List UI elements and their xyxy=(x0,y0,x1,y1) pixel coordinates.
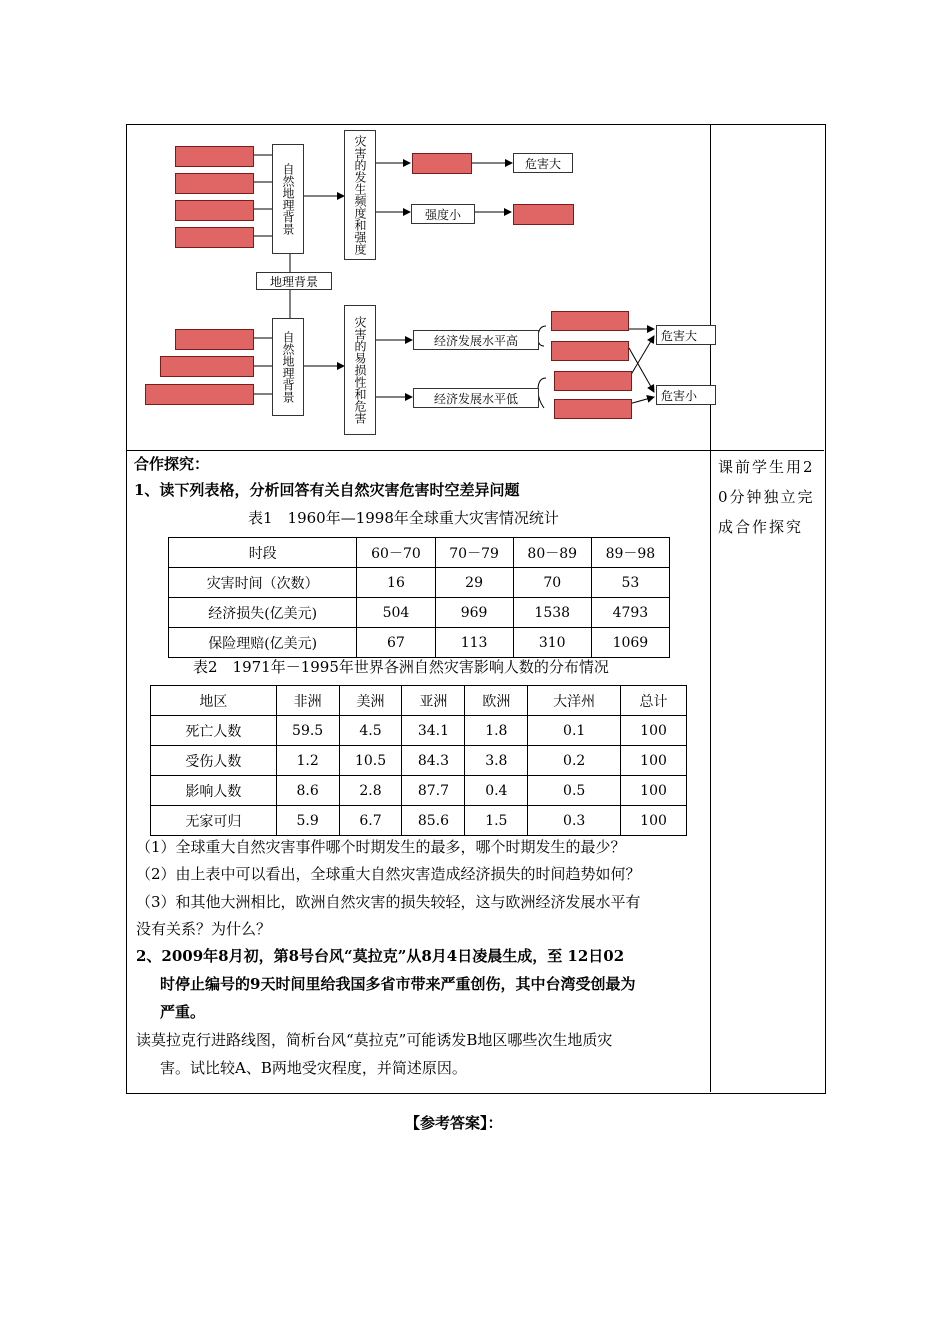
table-row xyxy=(169,568,670,598)
section-title: 合作探究： xyxy=(134,455,210,473)
blank-box xyxy=(554,399,632,419)
natural-background-box-top xyxy=(272,144,304,254)
table-cell: 969 xyxy=(435,598,513,628)
table-cell: 87.7 xyxy=(402,776,465,806)
vulnerability-box xyxy=(344,305,376,435)
blank-box xyxy=(175,146,254,167)
table-cell: 保险理赔(亿美元) xyxy=(169,628,357,658)
table-cell: 8.6 xyxy=(276,776,339,806)
table-cell: 34.1 xyxy=(402,716,465,746)
table-cell: 1.2 xyxy=(276,746,339,776)
blank-box xyxy=(412,153,472,174)
blank-box xyxy=(160,356,254,377)
blank-box xyxy=(175,173,254,194)
table2-caption: 表2 1971年－1995年世界各洲自然灾害影响人数的分布情况 xyxy=(193,658,609,676)
table-cell: 53 xyxy=(591,568,669,598)
table-cell: 504 xyxy=(357,598,435,628)
blank-box xyxy=(175,329,254,350)
table-cell: 16 xyxy=(357,568,435,598)
table1-caption: 表1 1960年—1998年全球重大灾害情况统计 xyxy=(248,509,559,527)
question-1-3: （3）和其他大洲相比，欧洲自然灾害的损失较轻，这与欧洲经济发展水平有 xyxy=(136,893,641,911)
blank-box xyxy=(145,384,254,405)
table-cell: 死亡人数 xyxy=(151,716,277,746)
table-cell: 100 xyxy=(621,806,687,836)
table-cell: 5.9 xyxy=(276,806,339,836)
table-header: 70－79 xyxy=(435,538,513,568)
natural-background-box-bottom xyxy=(272,318,304,416)
table-header: 非洲 xyxy=(276,686,339,716)
table-cell: 100 xyxy=(621,716,687,746)
question-2-task-cont: 害。试比较A、B两地受灾程度，并简述原因。 xyxy=(160,1059,467,1077)
frequency-intensity-label: 灾害的发生频度和强度 xyxy=(353,135,367,255)
question-2-task: 读莫拉克行进路线图，简析台风“莫拉克”可能诱发B地区哪些次生地质灾 xyxy=(136,1031,613,1049)
harm-big-label: 危害大 xyxy=(524,156,561,171)
table-header: 地区 xyxy=(151,686,277,716)
table-header: 亚洲 xyxy=(402,686,465,716)
table-cell: 0.3 xyxy=(528,806,621,836)
question-1: 1、读下列表格，分析回答有关自然灾害危害时空差异问题 xyxy=(134,481,520,499)
table2 xyxy=(150,685,687,836)
harm-big-box-bottom xyxy=(656,325,716,345)
table-row xyxy=(151,686,687,716)
table-cell: 85.6 xyxy=(402,806,465,836)
harm-small-label: 危害小 xyxy=(661,388,698,403)
table-cell: 受伤人数 xyxy=(151,746,277,776)
answer-heading: 【参考答案】： xyxy=(405,1114,503,1132)
table-row xyxy=(151,776,687,806)
table-cell: 1.8 xyxy=(465,716,528,746)
question-1-3-cont: 没有关系？为什么？ xyxy=(136,920,272,938)
table-cell: 70 xyxy=(513,568,591,598)
econ-high-label: 经济发展水平高 xyxy=(433,333,518,348)
question-2-cont: 严重。 xyxy=(160,1003,206,1021)
table-cell: 29 xyxy=(435,568,513,598)
table-cell: 1.5 xyxy=(465,806,528,836)
blank-box xyxy=(513,204,574,225)
table-cell: 310 xyxy=(513,628,591,658)
table-header: 总计 xyxy=(621,686,687,716)
blank-box xyxy=(551,311,629,331)
table-cell: 4793 xyxy=(591,598,669,628)
table-row xyxy=(169,598,670,628)
table-header: 80－89 xyxy=(513,538,591,568)
question-2: 2、2009年8月初，第8号台风“莫拉克”从8月4日凌晨生成，至 12日02 xyxy=(136,947,625,965)
table-cell: 100 xyxy=(621,776,687,806)
table-cell: 0.1 xyxy=(528,716,621,746)
table-cell: 灾害时间（次数） xyxy=(169,568,357,598)
row-divider xyxy=(126,450,824,451)
blank-box xyxy=(175,227,254,248)
table-row xyxy=(169,628,670,658)
natural-background-label: 自然地理背景 xyxy=(281,163,295,235)
table-header: 时段 xyxy=(169,538,357,568)
blank-box xyxy=(551,341,629,361)
question-1-1: （1）全球重大自然灾害事件哪个时期发生的最多，哪个时期发生的最少？ xyxy=(136,838,626,856)
table-cell: 6.7 xyxy=(339,806,402,836)
table-row xyxy=(151,746,687,776)
intensity-small-label: 强度小 xyxy=(424,207,461,222)
table-cell: 4.5 xyxy=(339,716,402,746)
harm-big-label: 危害大 xyxy=(661,328,698,343)
blank-box xyxy=(554,371,632,391)
table-cell: 经济损失(亿美元) xyxy=(169,598,357,628)
blank-box xyxy=(175,200,254,221)
geo-background-label: 地理背景 xyxy=(269,274,318,289)
column-divider xyxy=(710,124,711,1092)
harm-small-box xyxy=(656,385,716,405)
table-row xyxy=(151,716,687,746)
table-cell: 无家可归 xyxy=(151,806,277,836)
table-header: 美洲 xyxy=(339,686,402,716)
table-cell: 100 xyxy=(621,746,687,776)
side-note: 课前学生用20分钟独立完成合作探究 xyxy=(718,458,815,536)
table-cell: 67 xyxy=(357,628,435,658)
table-cell: 10.5 xyxy=(339,746,402,776)
geo-background-box xyxy=(256,272,332,290)
frequency-intensity-box xyxy=(344,130,376,260)
question-1-2: （2）由上表中可以看出，全球重大自然灾害造成经济损失的时间趋势如何？ xyxy=(136,865,641,883)
table-cell: 0.5 xyxy=(528,776,621,806)
table-cell: 3.8 xyxy=(465,746,528,776)
table-header: 89－98 xyxy=(591,538,669,568)
econ-high-box xyxy=(413,330,539,350)
question-2-cont: 时停止编号的9天时间里给我国多省市带来严重创伤，其中台湾受创最为 xyxy=(160,975,636,993)
table-cell: 59.5 xyxy=(276,716,339,746)
table-cell: 1069 xyxy=(591,628,669,658)
econ-low-box xyxy=(413,388,539,408)
natural-background-label: 自然地理背景 xyxy=(281,331,295,403)
table-row xyxy=(169,538,670,568)
table-cell: 影响人数 xyxy=(151,776,277,806)
intensity-small-box xyxy=(411,204,475,224)
harm-big-box-top xyxy=(513,153,573,173)
table-cell: 84.3 xyxy=(402,746,465,776)
table-header: 欧洲 xyxy=(465,686,528,716)
table-header: 60－70 xyxy=(357,538,435,568)
table-cell: 0.4 xyxy=(465,776,528,806)
table-cell: 1538 xyxy=(513,598,591,628)
table1 xyxy=(168,537,670,658)
table-header: 大洋州 xyxy=(528,686,621,716)
vulnerability-label: 灾害的易损性和危害 xyxy=(353,316,367,424)
table-cell: 0.2 xyxy=(528,746,621,776)
table-row xyxy=(151,806,687,836)
table-cell: 113 xyxy=(435,628,513,658)
table-cell: 2.8 xyxy=(339,776,402,806)
econ-low-label: 经济发展水平低 xyxy=(433,391,518,406)
